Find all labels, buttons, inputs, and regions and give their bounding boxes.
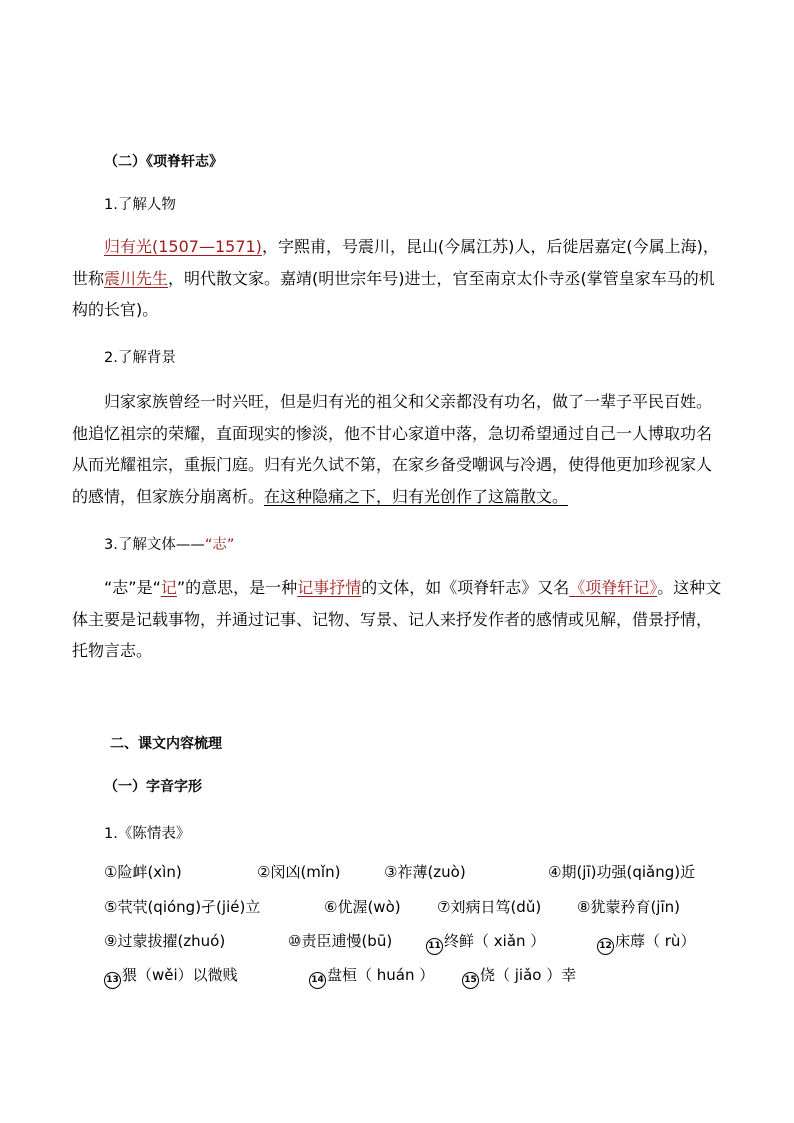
text: ，明代散文家。嘉靖(明世宗年号)进士，官至南京太仆寺丞(掌管皇家车马的机构的长官)。 [72,268,715,319]
underlined-sentence: 在这种隐痛之下，归有光创作了这篇散文。 [264,486,569,506]
vocab-text: 侥（ jiǎo ）幸 [480,966,577,984]
vocab-item: ④期(jī)功强(qiǎng)近 [548,863,696,881]
vocab-item: ⑤茕茕(qióng)孑(jié)立 [104,898,261,916]
vocab-item: ②闵凶(mǐn) [257,863,341,881]
heading-chenqingbiao: 1.《陈情表》 [104,826,191,842]
vocab-row-2 [104,896,724,918]
circled-number: 15 [462,972,479,989]
subsection-heading-pronunciation: （一）字音字形 [104,779,202,795]
vocab-item: ⑦刘病日笃(dǔ) [437,898,542,916]
text: 的文体，如《项脊轩志》又名 [361,578,570,597]
circled-number: 14 [309,972,326,989]
link-ji[interactable]: 记 [160,578,177,597]
link-xiangjixuanji[interactable]: 《项脊轩记》 [569,578,658,597]
link-jishi-shuqing[interactable]: 记事抒情 [297,578,362,597]
vocab-item: ⑩责臣逋慢(bū) [288,932,393,950]
link-gui-youguang[interactable]: 归有光(1507—1571) [104,237,262,256]
section-heading-content: 二、课文内容梳理 [110,736,222,752]
vocab-row-4 [104,964,724,986]
text: 。这种文体主要是记载事物，并通过记事、记物、写景、记人来抒发作者的感情或见解，借景抒情，托物言志。 [72,578,722,660]
vocab-item [104,964,238,989]
vocab-item: ①险衅(xìn) [104,863,182,881]
vocab-row-3 [104,930,724,952]
vocab-text: 床蓐（ rù） [615,932,696,950]
vocab-text: 猥（wěi）以微贱 [122,966,238,984]
text: 归家家族曾经一时兴旺，但是归有光的祖父和父亲都没有功名，做了一辈子平民百姓。他追忆祖宗的荣耀，直面现实的惨淡，他不甘心家道中落，急切希望通过自己一人博取功名从而光耀祖宗，重振门庭。归有光久试不第，在家乡备受嘲讽与冷遇，使得他更加珍视家人的感情，但家族分崩离析。 [72,392,713,506]
link-zhenchuan-xiansheng[interactable]: 震川先生 [104,268,169,288]
genre-zhi: “志” [204,537,235,553]
vocab-item [597,930,695,955]
vocab-text: 盘桓（ huán ） [327,966,435,984]
vocab-item [426,930,545,955]
vocab-item [309,964,434,989]
vocab-item: ③祚薄(zuò) [384,863,466,881]
heading-understand-person: 1.了解人物 [104,197,176,213]
paragraph-person [72,231,722,326]
heading-understand-background: 2.了解背景 [104,350,176,366]
text: 3.了解文体—— [104,537,205,553]
circled-number: 13 [104,972,121,989]
text: ，字熙甫，号震川，昆山(今属江苏)人，后徙居嘉定(今属上海)，世称 [72,237,719,288]
section-title-xiangjixuanzhi: （二）《项脊轩志》 [104,154,223,170]
heading-understand-genre [104,533,234,554]
vocab-text: 终鲜（ xiǎn ） [444,932,546,950]
text: ”的意思，是一种 [176,578,298,597]
vocab-item: ⑥优渥(wò) [324,898,401,916]
vocab-item [462,964,576,989]
circled-number: 12 [597,938,614,955]
paragraph-background [72,386,722,512]
circled-number: 11 [426,938,443,955]
text: “志”是“ [104,578,161,597]
vocab-item: ⑨过蒙拔擢(zhuó) [104,932,226,950]
vocab-item: ⑧犹蒙矜育(jīn) [577,898,680,916]
paragraph-genre [72,572,722,667]
vocab-row-1 [104,861,724,883]
